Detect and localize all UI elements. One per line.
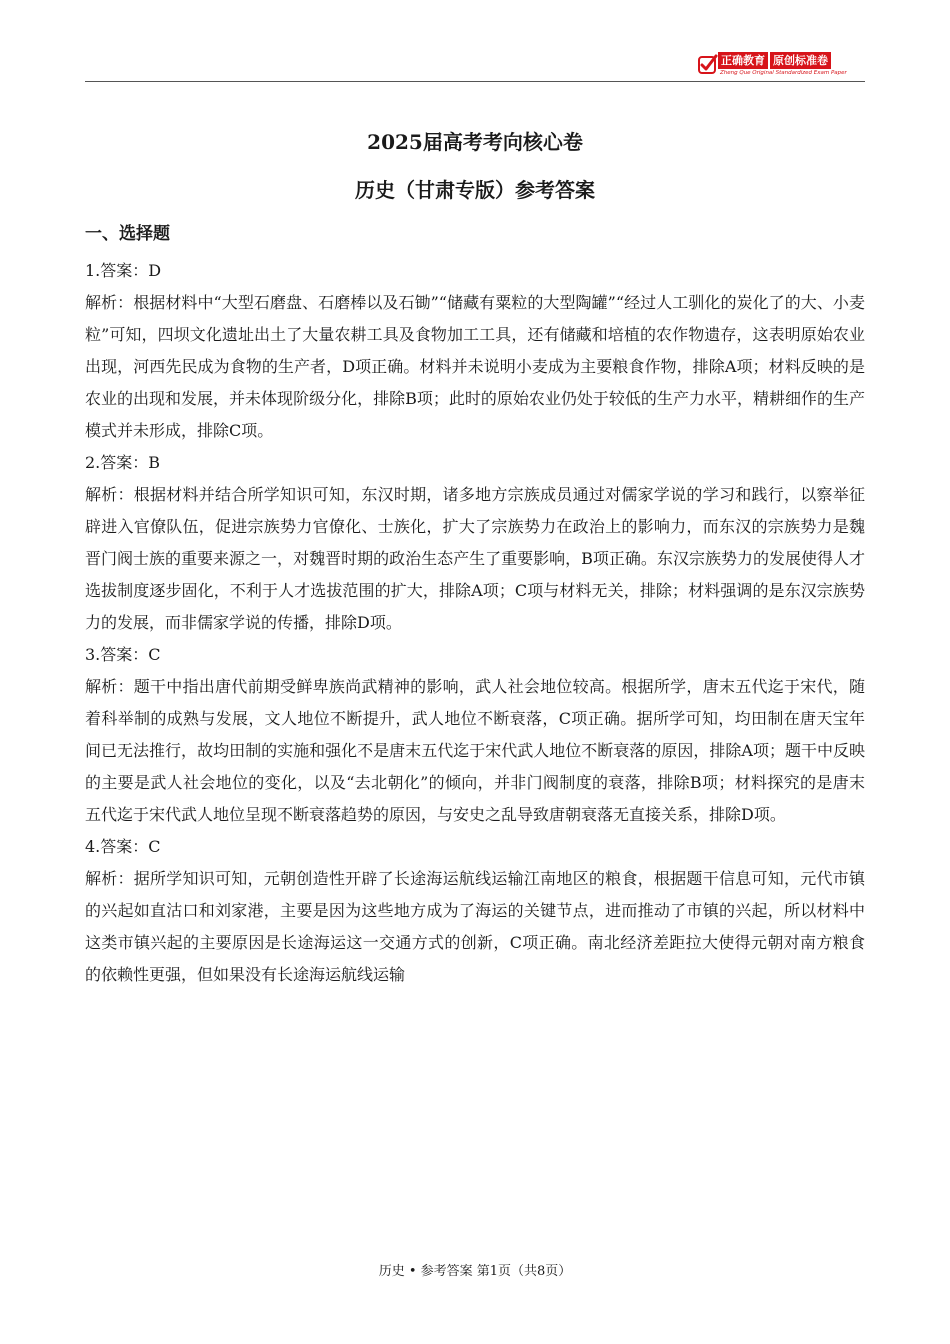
page-footer: 历史 • 参考答案 第1页（共8页）	[378, 1264, 572, 1279]
checkmark-icon	[698, 54, 718, 76]
answer-content	[85, 255, 865, 991]
header-divider	[85, 81, 865, 82]
question-4-analysis: 解析：据所学知识可知，元朝创造性开辟了长途海运航线运输江南地区的粮食，根据题干信息可知，元代市镇的兴起如直沽口和刘家港，主要是因为这些地方成为了海运的关键节点，进而推动了市镇的兴起，所以材料中这类市镇兴起的主要原因是长途海运这一交通方式的创新，C项正确。南北经济差距拉大使得元朝对南方粮食的依赖性更强，但如果没有长途海运航线运输	[85, 869, 865, 984]
section-heading: 一、选择题	[85, 224, 170, 244]
question-2-answer: 2.答案：B	[85, 453, 161, 472]
logo-tag: 原创标准卷	[770, 52, 831, 69]
brand-logo	[698, 52, 862, 79]
question-2-analysis: 解析：根据材料并结合所学知识可知，东汉时期，诸多地方宗族成员通过对儒家学说的学习和践行，以察举征辟进入官僚队伍，促进宗族势力官僚化、士族化，扩大了宗族势力在政治上的影响力，而东汉的宗族势力是魏晋门阀士族的重要来源之一，对魏晋时期的政治生态产生了重要影响，B项正确。东汉宗族势力的发展使得人才选拔制度逐步固化，不利于人才选拔范围的扩大，排除A项；C项与材料无关，排除；材料强调的是东汉宗族势力的发展，而非儒家学说的传播，排除D项。	[85, 485, 865, 632]
question-1-analysis: 解析：根据材料中“大型石磨盘、石磨棒以及石锄”“储藏有粟粒的大型陶罐”“经过人工驯化的炭化了的大、小麦粒”可知，四坝文化遗址出土了大量农耕工具及食物加工工具，还有储藏和培植的农作物遗存，这表明原始农业出现，河西先民成为食物的生产者，D项正确。材料并未说明小麦成为主要粮食作物，排除A项；材料反映的是农业的出现和发展，并未体现阶级分化，排除B项；此时的原始农业仍处于较低的生产力水平，精耕细作的生产模式并未形成，排除C项。	[85, 293, 865, 440]
question-1-answer: 1.答案：D	[85, 261, 162, 280]
logo-brand: 正确教育	[718, 52, 768, 69]
question-3-analysis: 解析：题干中指出唐代前期受鲜卑族尚武精神的影响，武人社会地位较高。根据所学，唐末五代迄于宋代，随着科举制的成熟与发展，文人地位不断提升，武人地位不断衰落，C项正确。据所学可知，均田制在唐天宝年间已无法推行，故均田制的实施和强化不是唐末五代迄于宋代武人地位不断衰落的原因，排除A项；题干中反映的主要是武人社会地位的变化，以及“去北朝化”的倾向，并非门阀制度的衰落，排除B项；材料探究的是唐末五代迄于宋代武人地位呈现不断衰落趋势的原因，与安史之乱导致唐朝衰落无直接关系，排除D项。	[85, 677, 865, 824]
document-title: 2025届高考考向核心卷	[367, 130, 583, 154]
question-3-answer: 3.答案：C	[85, 645, 161, 664]
document-subtitle: 历史（甘肃专版）参考答案	[355, 178, 595, 202]
question-4-answer: 4.答案：C	[85, 837, 161, 856]
logo-subtitle: Zheng Que Original Standardized Exam Paper	[720, 70, 847, 76]
